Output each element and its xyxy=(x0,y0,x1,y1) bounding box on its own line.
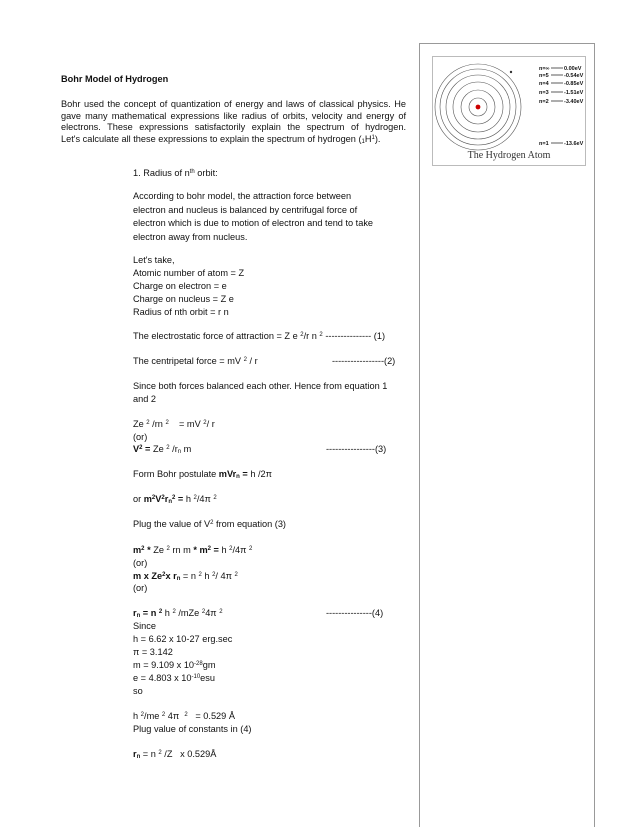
level-label-n1: n=1 xyxy=(539,141,549,147)
definition-line: Charge on electron = e xyxy=(133,281,227,291)
since-both-line: and 2 xyxy=(133,394,156,404)
intro-tail: ). xyxy=(374,133,381,144)
equation-3-label: ----------------(3) xyxy=(326,444,387,454)
force-balance-eq: Ze $^2$ /rn $^2$ = mV $^2$/ r xyxy=(133,419,215,429)
equation-4: $r_n = n$ $^2$ h $^2$ /mZe $^2$4π $^2$ xyxy=(133,608,223,619)
or-line: (or) xyxy=(133,583,148,593)
electron xyxy=(510,71,512,73)
nucleus xyxy=(476,105,481,110)
level-label-n2: n=2 xyxy=(539,99,549,105)
paragraph-line: electron away from nucleus. xyxy=(133,232,248,242)
level-label-n4: n=4 xyxy=(539,81,549,87)
definition-line: Atomic number of atom = Z xyxy=(133,268,245,278)
or-line: (or) xyxy=(133,558,148,568)
final-result: $r_n = n$ $^2$ /Z x 0.529Å xyxy=(133,749,217,760)
document-title: Bohr Model of Hydrogen xyxy=(61,74,169,84)
constant-pi: π = 3.142 xyxy=(133,647,173,657)
paragraph-line: electron which is due to motion of electron and tend to take xyxy=(133,218,374,228)
level-energy-n5: -0.54eV xyxy=(564,73,584,79)
bohr-postulate: Form Bohr postulate mVr$_n$ = h /2π xyxy=(133,469,272,480)
definition-line: Charge on nucleus = Z e xyxy=(133,294,234,304)
postulate-squared: or $m^2V^2r_n^2 = h$ $^2$/4π $^2$ xyxy=(133,494,217,505)
equation-2-label: -----------------(2) xyxy=(332,356,396,366)
level-energy-ninf: 0.00eV xyxy=(564,66,582,72)
plug-constants-line: Plug value of constants in (4) xyxy=(133,724,252,734)
constant-h: h = 6.62 x 10-27 erg.sec xyxy=(133,634,233,644)
constant-m: m = 9.109 x $10^{-28}gm$ xyxy=(133,660,216,670)
hydrogen-atom-diagram xyxy=(433,57,585,165)
simplified-eq: m x Ze$^2$x $r_n = n$ $^2$ h $^2$/ 4π $^2$ xyxy=(133,571,238,582)
paragraph-line: electron and nucleus is balanced by centrifugal force of xyxy=(133,205,358,215)
intro-line: electrons. These expressions satisfactorily explain the spectrum of hydrogen. xyxy=(61,122,406,133)
substituted-eq: $m^2$ * Ze $^2$ rn $m * m^2 = h$ $^2$/4π $^2$ xyxy=(133,545,253,555)
section-heading: 1. Radius of $n^{th}$ orbit: xyxy=(133,168,218,178)
paragraph-line: According to bohr model, the attraction force between xyxy=(133,191,352,201)
intro-line: gave many mathematical expressions like radius of orbits, velocity and energy of xyxy=(61,110,406,121)
definition-line: Radius of nth orbit = r n xyxy=(133,307,229,317)
equation-4-label: ---------------(4) xyxy=(326,608,384,618)
level-label-n3: n=3 xyxy=(539,90,549,96)
level-energy-n4: -0.85eV xyxy=(564,81,584,87)
level-energy-n2: -3.40eV xyxy=(564,99,584,105)
equation-2: The centripetal force = mV $^2$ / r xyxy=(133,356,258,366)
hydrogen-atom-figure xyxy=(432,56,586,166)
lets-take: Let's take, xyxy=(133,255,175,265)
plug-v2-line: Plug the value of $V^2$ from equation (3) xyxy=(133,519,286,529)
constant-e: e = 4.803 x $10^{-10}esu$ xyxy=(133,673,215,683)
level-label-n5: n=5 xyxy=(539,73,549,79)
constant-value-eq: h $^2$/me $^2$ 4π $^2$ = 0.529 Å xyxy=(133,711,235,721)
figure-caption: The Hydrogen Atom xyxy=(467,150,551,161)
equation-1: The electrostatic force of attraction = Z e $^2$/r n $^2$ --------------- (1) xyxy=(133,331,386,341)
intro-line: Let's calculate all these expressions to explain the spectrum of hydrogen ( xyxy=(61,133,362,144)
so-line: so xyxy=(133,686,143,696)
or-line: (or) xyxy=(133,432,148,442)
intro-line: Bohr used the concept of quantization of energy and laws of classical physics. He xyxy=(61,99,406,109)
since-line: Since xyxy=(133,621,156,631)
level-energy-n1: -13.6eV xyxy=(564,141,584,147)
level-energy-n3: -1.51eV xyxy=(564,90,584,96)
intro-line-last: Let's calculate all these expressions to explain the spectrum of hydrogen $(_1H^1)$. xyxy=(61,133,381,145)
level-label-ninf: n=∞ xyxy=(539,66,550,72)
equation-3: $V^2 = Ze$ $^2$ $/r_n$ m xyxy=(133,444,192,455)
since-both-line: Since both forces balanced each other. Hence from equation 1 xyxy=(133,381,388,391)
intro-paragraph xyxy=(61,99,406,145)
